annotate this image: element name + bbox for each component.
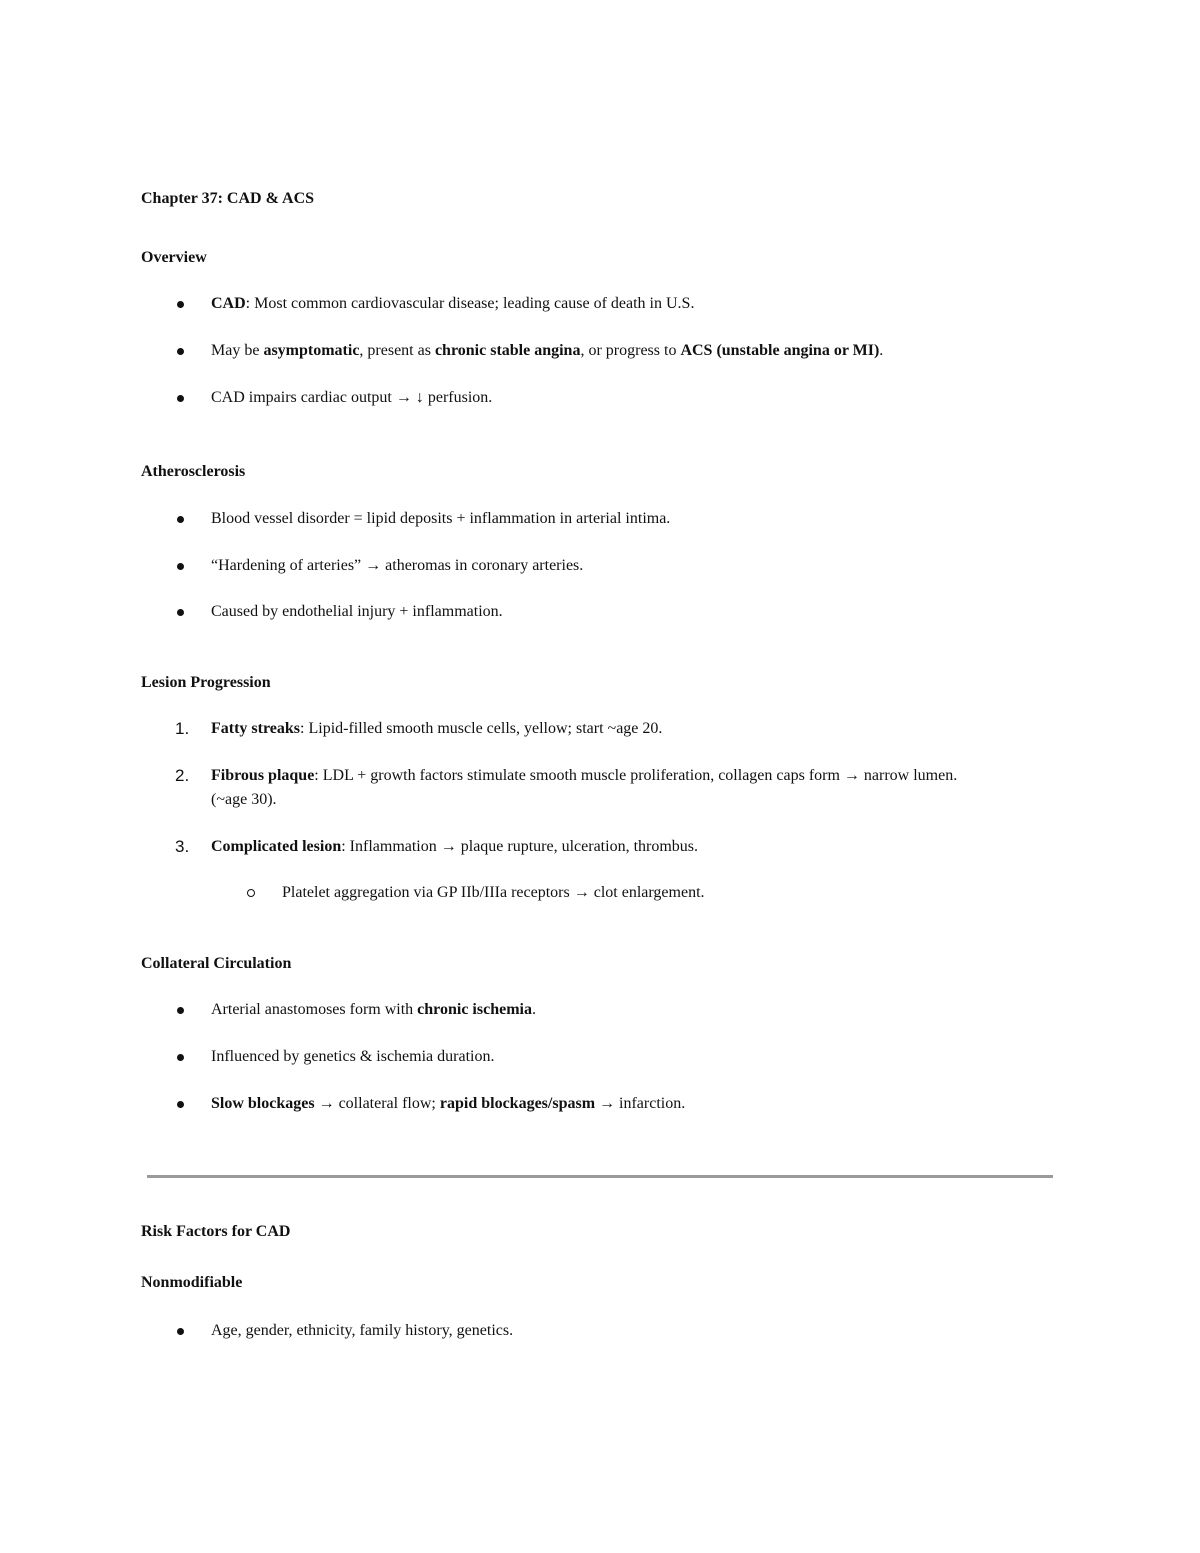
horizontal-divider [147,1175,1053,1178]
overview-heading: Overview [141,249,207,266]
bullet-icon [175,339,195,363]
collateral-heading: Collateral Circulation [141,955,292,972]
nonmodifiable-heading: Nonmodifiable [141,1274,243,1291]
lesion-heading: Lesion Progression [141,674,271,691]
bullet-icon [175,600,195,624]
bullet-icon [175,1319,195,1343]
bullet-icon [175,998,195,1022]
bullet-icon [175,1092,195,1116]
hollow-bullet-icon [247,889,255,897]
risk-heading: Risk Factors for CAD [141,1223,291,1240]
bullet-icon [175,554,195,578]
bullet-icon [175,386,195,410]
bullet-icon [175,292,195,316]
document-page: Chapter 37: CAD & ACS Overview CAD: Most common cardiovascular disease; leading cause of death in U.S. May be asymptomatic, present as chronic stable angina, or progress to ACS (unstable angina or MI). CAD impairs cardiac output → ↓ perfusion. Atherosclerosis Blood vessel disorder = lipid deposits + inflammation in arterial intima. “Hardening of arteries” → atheromas in coronary arteries. Caused by endothelial injury + inflammation. Lesion Progression 1. Fatty streaks: Lipid-filled smooth muscle cells, yellow; start ~age 20. 2. Fibrous plaque: LDL + growth factors stimulate smooth muscle proliferation, collagen caps form → narrow lumen. (~age 30). 3. Complicated lesion: Inflammation → plaque rupture, ulceration, thrombus. Platelet aggregation via GP IIb/IIIa receptors → clot enlargement. Collateral Circulation Arterial anastomoses form with chronic ischemia. Influenced by genetics & ischemia duration. Slow blockages → collateral flow; rapid blockages/spasm → infarction. Risk Factors for CAD Nonmodifiable Age, gender, ethnicity, family history, genetics. [0,0,1200,1553]
chapter-title: Chapter 37: CAD & ACS [141,190,315,207]
bullet-icon [175,507,195,531]
atherosclerosis-heading: Atherosclerosis [141,463,246,480]
bullet-icon [175,1045,195,1069]
